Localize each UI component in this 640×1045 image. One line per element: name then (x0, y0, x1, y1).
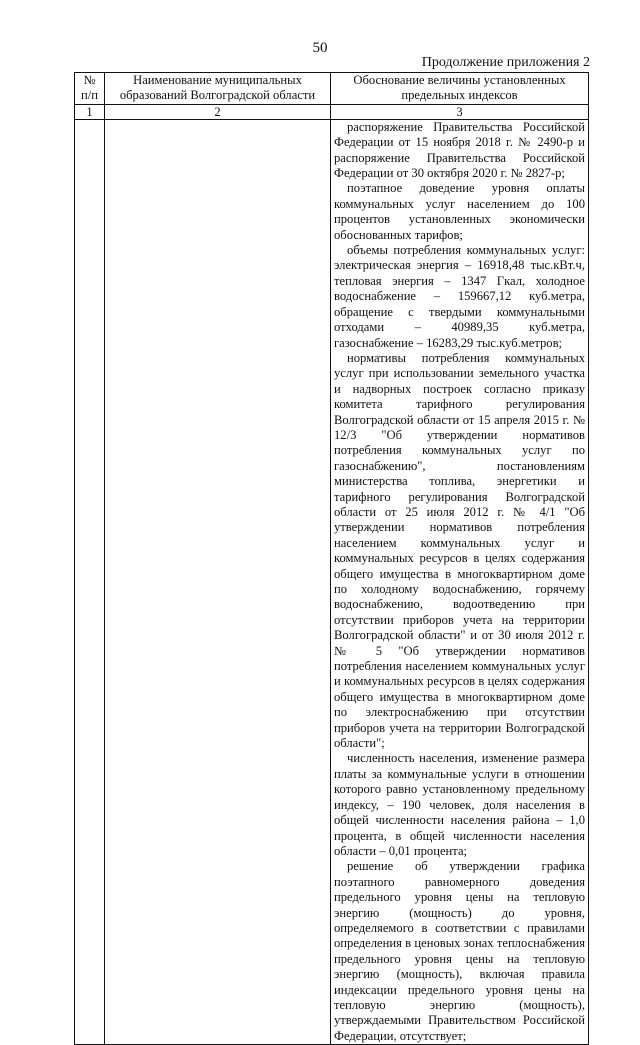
paragraph-payment-level: поэтапное доведение уровня оплаты коммунальных услуг населением до 100 процентов установленных экономически обоснованных тарифов; (334, 181, 585, 242)
paragraph-heat-price-decision: решение об утверждении графика поэтапного равномерного доведения предельного уровня цены на тепловую энергию (мощность) до уровня, определяемого в соответствии с правилами определения в ценовых зонах теплоснабжения предельного уровня цены на тепловую энергию (мощность), включая правила индексации предельного уровня цены на тепловую энергию (мощность), утверждаемыми Правительством Российской Федерации, отсутствует; (334, 859, 585, 1043)
paragraph-government-orders: распоряжение Правительства Российской Федерации от 15 ноября 2018 г. № 2490-р и распоряжение Правительства Российской Федерации от 30 октября 2020 г. № 2827-р; (334, 119, 585, 181)
paragraph-consumption-norms: нормативы потребления коммунальных услуг при использовании земельного участка и надворных построек согласно приказу комитета тарифного регулирования Волгоградской области от 15 апреля 2015 г. № 12/3 "Об утверждении нормативов потребления коммунальных услуг по газоснабжению", постановлениям министерства топлива, энергетики и тарифного регулирования Волгоградской области от 25 июля 2012 г. № 4/1 "Об утверждении нормативов потребления населением коммунальных услуг и коммунальных ресурсов в целях содержания общего имущества в многоквартирном доме по холодному водоснабжению, горячему водоснабжению, водоотведению при отсутствии приборов учета на территории Волгоградской области" и от 30 июля 2012 г. № 5 "Об утверждении нормативов потребления населением коммунальных услуг и коммунальных ресурсов в целях содержания общего имущества в многоквартирном доме по электроснабжению при отсутствии приборов учета на территории Волгоградской области"; (334, 350, 585, 751)
table-body-row (75, 119, 589, 1044)
column-number-3: 3 (331, 104, 589, 119)
column-number-2: 2 (105, 104, 331, 119)
empty-municipality-cell (105, 119, 331, 1044)
header-number: № п/п (75, 73, 105, 105)
table-header-row (75, 73, 589, 105)
paragraph-consumption-volumes: объемы потребления коммунальных услуг: электрическая энергия – 16918,48 тыс.кВт.ч, тепловая энергия – 1347 Гкал, холодное водоснабжение – 159667,12 куб.метра, обращение с твердыми коммунальными отходами – 40989,35 куб.метра, газоснабжение – 16283,29 тыс.куб.метров; (334, 243, 585, 350)
continuation-label: Продолжение приложения 2 (421, 55, 590, 70)
justification-cell (331, 119, 589, 1044)
paragraph-population: численность населения, изменение размера платы за коммунальные услуги в отношении которого равно установленному предельному индексу, – 190 человек, доля населения в общей численности населения района – 1,0 процента, в общей численности населения области – 0,01 процента; (334, 751, 585, 858)
header-justification: Обоснование величины установленных предельных индексов (331, 73, 589, 105)
page-number: 50 (312, 40, 328, 56)
column-number-1: 1 (75, 104, 105, 119)
empty-number-cell (75, 119, 105, 1044)
column-number-row (75, 104, 589, 119)
document-table (74, 72, 589, 1045)
header-municipality: Наименование муниципальных образований Волгоградской области (105, 73, 331, 105)
